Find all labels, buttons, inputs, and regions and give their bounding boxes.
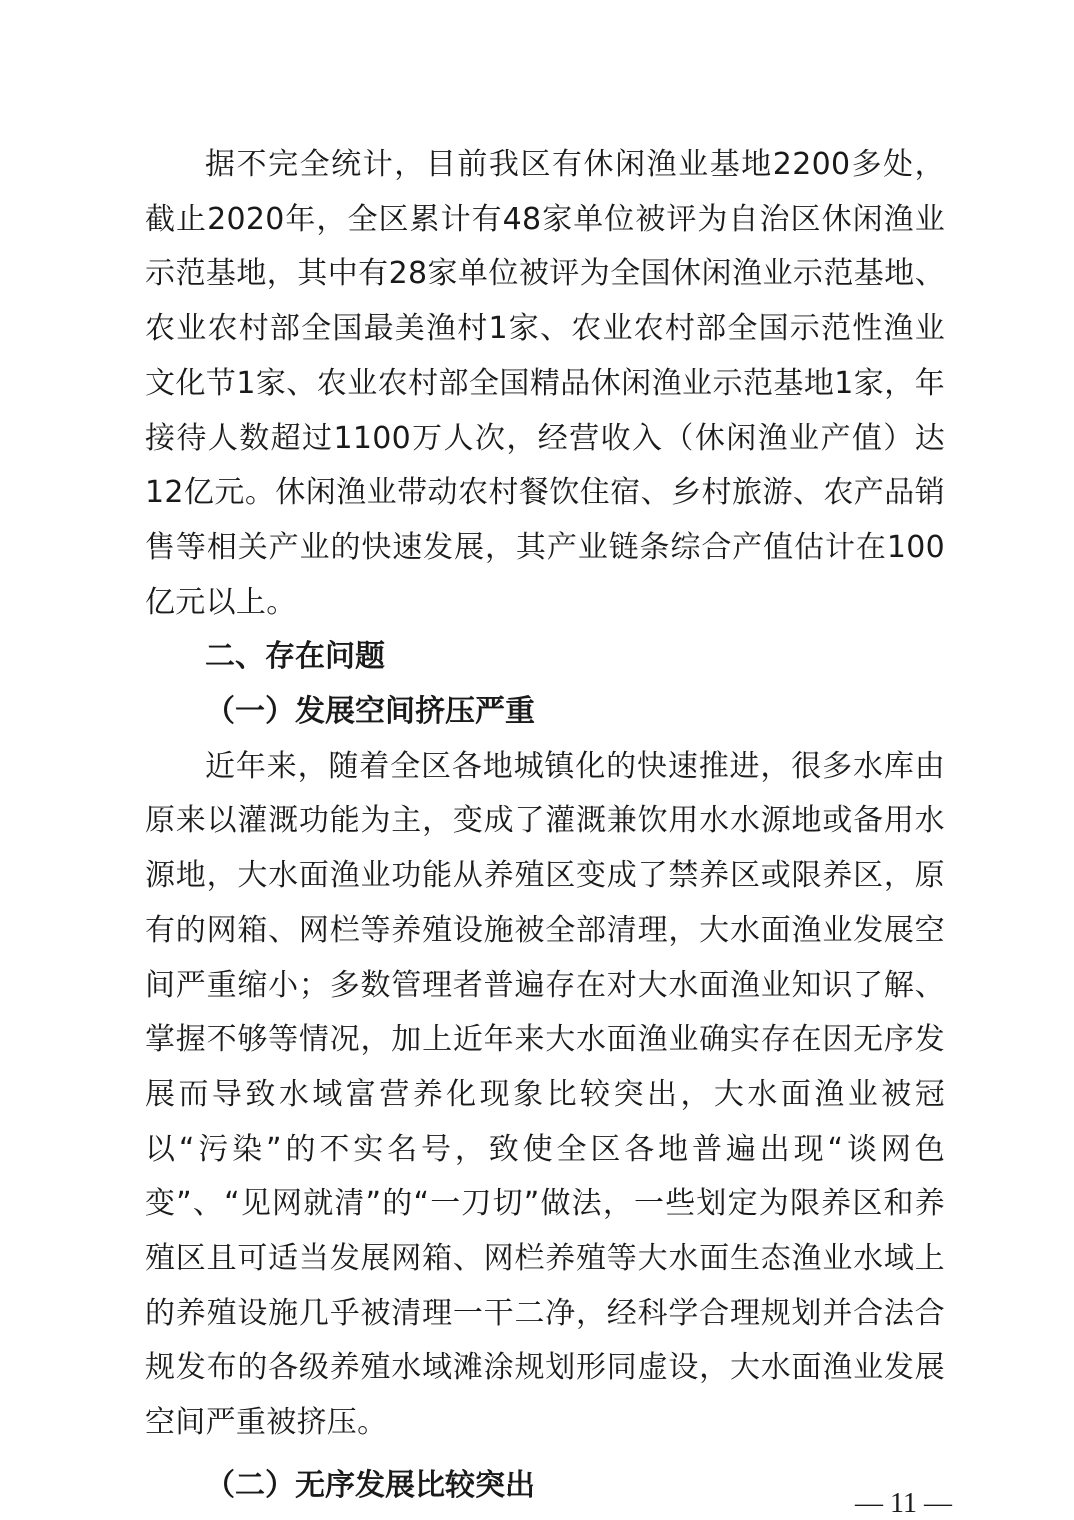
document-body — [145, 138, 945, 1514]
subsection-heading-1: （一）发展空间挤压严重 — [205, 694, 535, 730]
paragraph-statistics: 据不完全统计，目前我区有休闲渔业基地2200多处，截止2020年，全区累计有48家单位被评为自治区休闲渔业示范基地，其中有28家单位被评为全国休闲渔业示范基地、农业农村部全国最美渔村1家、农业农村部全国示范性渔业文化节1家、农业农村部全国精品休闲渔业示范基地1家，年接待人数超过1100万人次，经营收入（休闲渔业产值）达12亿元。休闲渔业带动农村餐饮住宿、乡村旅游、农产品销售等相关产业的快速发展，其产业链条综合产值估计在100亿元以上。 — [145, 147, 945, 620]
paragraph-development-space: 近年来，随着全区各地城镇化的快速推进，很多水库由原来以灌溉功能为主，变成了灌溉兼饮用水水源地或备用水源地，大水面渔业功能从养殖区变成了禁养区或限养区，原有的网箱、网栏等养殖设施被全部清理，大水面渔业发展空间严重缩小；多数管理者普遍存在对大水面渔业知识了解、掌握不够等情况，加上近年来大水面渔业确实存在因无序发展而导致水域富营养化现象比较突出，大水面渔业被冠以“污染”的不实名号，致使全区各地普遍出现“谈网色变”、“见网就清”的“一刀切”做法，一些划定为限养区和养殖区且可适当发展网箱、网栏养殖等大水面生态渔业水域上的养殖设施几乎被清理一干二净，经科学合理规划并合法合规发布的各级养殖水域滩涂规划形同虚设，大水面渔业发展空间严重被挤压。 — [145, 748, 945, 1441]
subsection-heading-2: （二）无序发展比较突出 — [205, 1467, 535, 1503]
page-number: — 11 — — [855, 1488, 952, 1519]
section-heading-problems: 二、存在问题 — [205, 639, 385, 675]
